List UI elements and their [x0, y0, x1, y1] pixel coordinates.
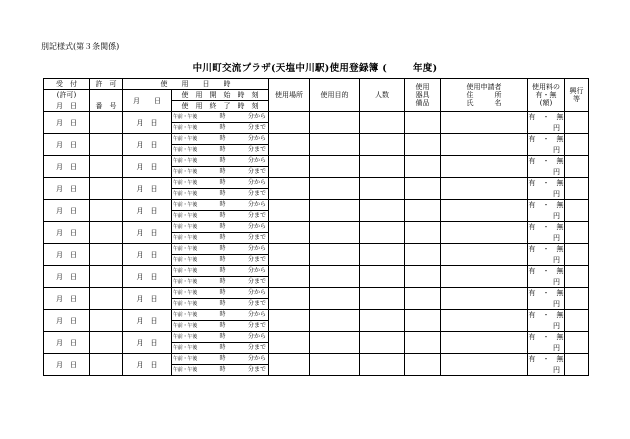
start-time-cell[interactable]: 午前・午後 時 分から	[172, 310, 269, 321]
equipment-cell[interactable]	[405, 156, 441, 178]
equipment-cell[interactable]	[405, 200, 441, 222]
reception-date-cell[interactable]: 月 日	[44, 266, 90, 288]
place-cell[interactable]	[269, 222, 310, 244]
start-time-cell[interactable]: 午前・午後 時 分から	[172, 332, 269, 343]
end-time-header: 使 用 終 了 時 刻	[172, 101, 269, 112]
fee-amount-cell[interactable]: 円	[528, 233, 565, 244]
applicant-cell[interactable]	[441, 178, 528, 200]
reception-date-cell[interactable]: 月 日	[44, 332, 90, 354]
end-time-cell[interactable]: 午前・午後 時 分まで	[172, 365, 269, 376]
purpose-cell[interactable]	[310, 332, 360, 354]
end-time-cell[interactable]: 午前・午後 時 分まで	[172, 321, 269, 332]
end-time-cell[interactable]: 午前・午後 時 分まで	[172, 233, 269, 244]
place-cell[interactable]	[269, 288, 310, 310]
end-time-cell[interactable]: 午前・午後 時 分まで	[172, 255, 269, 266]
equipment-cell[interactable]	[405, 134, 441, 156]
remarks-cell[interactable]	[565, 178, 589, 200]
applicant-cell[interactable]	[441, 332, 528, 354]
end-time-cell[interactable]: 午前・午後 時 分まで	[172, 277, 269, 288]
reception-date-cell[interactable]: 月 日	[44, 288, 90, 310]
start-time-cell[interactable]: 午前・午後 時 分から	[172, 288, 269, 299]
people-cell[interactable]	[360, 244, 405, 266]
table-row	[44, 354, 589, 365]
remarks-cell[interactable]	[565, 134, 589, 156]
purpose-cell[interactable]	[310, 112, 360, 134]
purpose-cell[interactable]	[310, 288, 360, 310]
remarks-cell[interactable]	[565, 112, 589, 134]
start-time-cell[interactable]: 午前・午後 時 分から	[172, 266, 269, 277]
applicant-cell[interactable]	[441, 266, 528, 288]
equipment-cell[interactable]	[405, 222, 441, 244]
end-time-cell[interactable]: 午前・午後 時 分まで	[172, 145, 269, 156]
table-row	[44, 178, 589, 189]
usage-date-cell[interactable]: 月 日	[123, 310, 172, 332]
people-cell[interactable]	[360, 200, 405, 222]
table-body	[44, 112, 589, 376]
applicant-cell[interactable]	[441, 156, 528, 178]
start-time-cell[interactable]: 午前・午後 時 分から	[172, 134, 269, 145]
equipment-cell[interactable]	[405, 244, 441, 266]
usage-date-cell[interactable]: 月 日	[123, 156, 172, 178]
reception-sub-header: (許可)	[44, 90, 90, 101]
people-cell[interactable]	[360, 354, 405, 376]
end-time-cell[interactable]: 午前・午後 時 分まで	[172, 123, 269, 134]
usage-date-cell[interactable]: 月 日	[123, 288, 172, 310]
permit-number-cell[interactable]	[90, 244, 123, 266]
table-row	[44, 244, 589, 255]
fee-choice-cell[interactable]: 有 ・ 無	[528, 333, 564, 342]
purpose-cell[interactable]	[310, 178, 360, 200]
fee-choice-cell[interactable]: 有 ・ 無	[528, 311, 564, 320]
purpose-header: 使用目的	[310, 79, 360, 112]
purpose-cell[interactable]	[310, 266, 360, 288]
usage-date-cell[interactable]: 月 日	[123, 244, 172, 266]
people-cell[interactable]	[360, 134, 405, 156]
equipment-cell[interactable]	[405, 112, 441, 134]
permit-spacer	[90, 90, 123, 101]
reception-date-cell[interactable]: 月 日	[44, 354, 90, 376]
applicant-header: 使用申請者 住 所 氏 名	[441, 79, 528, 112]
remarks-cell[interactable]	[565, 156, 589, 178]
equipment-cell[interactable]	[405, 288, 441, 310]
table-row	[44, 112, 589, 123]
remarks-cell[interactable]	[565, 332, 589, 354]
place-header: 使用場所	[269, 79, 310, 112]
end-time-cell[interactable]: 午前・午後 時 分まで	[172, 189, 269, 200]
equipment-cell[interactable]	[405, 266, 441, 288]
people-cell[interactable]	[360, 178, 405, 200]
usage-date-cell[interactable]: 月 日	[123, 134, 172, 156]
table-row	[44, 156, 589, 167]
place-cell[interactable]	[269, 156, 310, 178]
applicant-cell[interactable]	[441, 222, 528, 244]
permit-number-cell[interactable]	[90, 134, 123, 156]
applicant-cell[interactable]	[441, 134, 528, 156]
usage-date-cell[interactable]: 月 日	[123, 332, 172, 354]
reception-header: 受 付	[44, 79, 90, 90]
remarks-cell[interactable]	[565, 222, 589, 244]
people-cell[interactable]	[360, 266, 405, 288]
permit-number-cell[interactable]	[90, 354, 123, 376]
applicant-cell[interactable]	[441, 354, 528, 376]
fee-amount-cell[interactable]: 円	[528, 365, 565, 376]
reception-date-cell[interactable]: 月 日	[44, 178, 90, 200]
start-time-cell[interactable]: 午前・午後 時 分から	[172, 156, 269, 167]
fee-choice-cell[interactable]: 有 ・ 無	[528, 113, 564, 122]
place-cell[interactable]	[269, 178, 310, 200]
place-cell[interactable]	[269, 244, 310, 266]
permit-number-header: 番 号	[90, 101, 123, 112]
people-cell[interactable]	[360, 288, 405, 310]
title-fiscal-year: 年度)	[413, 63, 438, 74]
end-time-cell[interactable]: 午前・午後 時 分まで	[172, 211, 269, 222]
reception-date-cell[interactable]: 月 日	[44, 244, 90, 266]
purpose-cell[interactable]	[310, 134, 360, 156]
applicant-cell[interactable]	[441, 244, 528, 266]
fee-choice-cell[interactable]: 有 ・ 無	[528, 267, 564, 276]
permit-number-cell[interactable]	[90, 178, 123, 200]
permit-number-cell[interactable]	[90, 222, 123, 244]
fee-amount-cell[interactable]: 円	[528, 145, 565, 156]
place-cell[interactable]	[269, 266, 310, 288]
applicant-cell[interactable]	[441, 112, 528, 134]
fee-choice-cell[interactable]: 有 ・ 無	[528, 289, 564, 298]
reception-date-cell[interactable]: 月 日	[44, 310, 90, 332]
purpose-cell[interactable]	[310, 222, 360, 244]
fee-choice-cell[interactable]: 有 ・ 無	[528, 245, 564, 254]
equipment-cell[interactable]	[405, 310, 441, 332]
usage-datetime-header: 使 用 日 時	[123, 79, 269, 90]
usage-date-cell[interactable]: 月 日	[123, 178, 172, 200]
start-time-cell[interactable]: 午前・午後 時 分から	[172, 354, 269, 365]
place-cell[interactable]	[269, 134, 310, 156]
permit-number-cell[interactable]	[90, 310, 123, 332]
equipment-header: 使用 器具 備品	[405, 79, 441, 112]
remarks-header: 興行 等	[565, 79, 589, 112]
people-cell[interactable]	[360, 156, 405, 178]
table-row	[44, 332, 589, 343]
reception-date-header: 月 日	[44, 101, 90, 112]
table-row	[44, 222, 589, 233]
purpose-cell[interactable]	[310, 200, 360, 222]
start-time-cell[interactable]: 午前・午後 時 分から	[172, 178, 269, 189]
title-paren-open: (	[382, 63, 387, 74]
permit-number-cell[interactable]	[90, 266, 123, 288]
fee-choice-cell[interactable]: 有 ・ 無	[528, 157, 564, 166]
fee-amount-cell[interactable]: 円	[528, 211, 565, 222]
fee-amount-cell[interactable]: 円	[528, 255, 565, 266]
usage-date-cell[interactable]: 月 日	[123, 200, 172, 222]
place-cell[interactable]	[269, 200, 310, 222]
place-cell[interactable]	[269, 354, 310, 376]
fee-choice-cell[interactable]: 有 ・ 無	[528, 135, 564, 144]
purpose-cell[interactable]	[310, 156, 360, 178]
table-row	[44, 288, 589, 299]
fee-amount-cell[interactable]: 円	[528, 167, 565, 178]
remarks-cell[interactable]	[565, 244, 589, 266]
fee-header: 使用料の 有・無 (額)	[528, 79, 565, 112]
start-time-cell[interactable]: 午前・午後 時 分から	[172, 112, 269, 123]
reception-date-cell[interactable]: 月 日	[44, 156, 90, 178]
usage-date-header: 月 日	[123, 90, 172, 112]
permit-number-cell[interactable]	[90, 200, 123, 222]
registration-table	[43, 78, 589, 376]
table-row	[44, 134, 589, 145]
reception-date-cell[interactable]: 月 日	[44, 112, 90, 134]
table-row	[44, 310, 589, 321]
end-time-cell[interactable]: 午前・午後 時 分まで	[172, 343, 269, 354]
permit-number-cell[interactable]	[90, 332, 123, 354]
equipment-cell[interactable]	[405, 332, 441, 354]
fee-choice-cell[interactable]: 有 ・ 無	[528, 201, 564, 210]
applicant-cell[interactable]	[441, 200, 528, 222]
permit-header: 許 可	[90, 79, 123, 90]
purpose-cell[interactable]	[310, 354, 360, 376]
fee-choice-cell[interactable]: 有 ・ 無	[528, 355, 564, 364]
people-cell[interactable]	[360, 310, 405, 332]
fee-amount-cell[interactable]: 円	[528, 343, 565, 354]
form-label: 別記様式(第３条関係)	[41, 42, 120, 51]
remarks-cell[interactable]	[565, 310, 589, 332]
fee-amount-cell[interactable]: 円	[528, 189, 565, 200]
place-cell[interactable]	[269, 112, 310, 134]
equipment-cell[interactable]	[405, 354, 441, 376]
fee-amount-cell[interactable]: 円	[528, 299, 565, 310]
permit-number-cell[interactable]	[90, 288, 123, 310]
fee-amount-cell[interactable]: 円	[528, 123, 565, 134]
table-row	[44, 266, 589, 277]
reception-date-cell[interactable]: 月 日	[44, 134, 90, 156]
applicant-cell[interactable]	[441, 310, 528, 332]
page-title	[0, 60, 630, 74]
start-time-cell[interactable]: 午前・午後 時 分から	[172, 222, 269, 233]
end-time-cell[interactable]: 午前・午後 時 分まで	[172, 299, 269, 310]
people-header: 人数	[360, 79, 405, 112]
reception-date-cell[interactable]: 月 日	[44, 200, 90, 222]
fee-amount-cell[interactable]: 円	[528, 321, 565, 332]
people-cell[interactable]	[360, 222, 405, 244]
remarks-cell[interactable]	[565, 266, 589, 288]
reception-date-cell[interactable]: 月 日	[44, 222, 90, 244]
usage-date-cell[interactable]: 月 日	[123, 112, 172, 134]
start-time-cell[interactable]: 午前・午後 時 分から	[172, 200, 269, 211]
purpose-cell[interactable]	[310, 244, 360, 266]
equipment-cell[interactable]	[405, 178, 441, 200]
place-cell[interactable]	[269, 310, 310, 332]
remarks-cell[interactable]	[565, 288, 589, 310]
people-cell[interactable]	[360, 332, 405, 354]
permit-number-cell[interactable]	[90, 156, 123, 178]
applicant-cell[interactable]	[441, 288, 528, 310]
purpose-cell[interactable]	[310, 310, 360, 332]
start-time-cell[interactable]: 午前・午後 時 分から	[172, 244, 269, 255]
start-time-header: 使 用 開 始 時 刻	[172, 90, 269, 101]
usage-date-cell[interactable]: 月 日	[123, 266, 172, 288]
fee-amount-cell[interactable]: 円	[528, 277, 565, 288]
fee-choice-cell[interactable]: 有 ・ 無	[528, 223, 564, 232]
remarks-cell[interactable]	[565, 200, 589, 222]
fee-choice-cell[interactable]: 有 ・ 無	[528, 179, 564, 188]
end-time-cell[interactable]: 午前・午後 時 分まで	[172, 167, 269, 178]
permit-number-cell[interactable]	[90, 112, 123, 134]
title-text: 中川町交流プラザ(天塩中川駅)使用登録簿	[192, 63, 379, 74]
table-row	[44, 200, 589, 211]
usage-date-cell[interactable]: 月 日	[123, 222, 172, 244]
remarks-cell[interactable]	[565, 354, 589, 376]
usage-date-cell[interactable]: 月 日	[123, 354, 172, 376]
people-cell[interactable]	[360, 112, 405, 134]
place-cell[interactable]	[269, 332, 310, 354]
